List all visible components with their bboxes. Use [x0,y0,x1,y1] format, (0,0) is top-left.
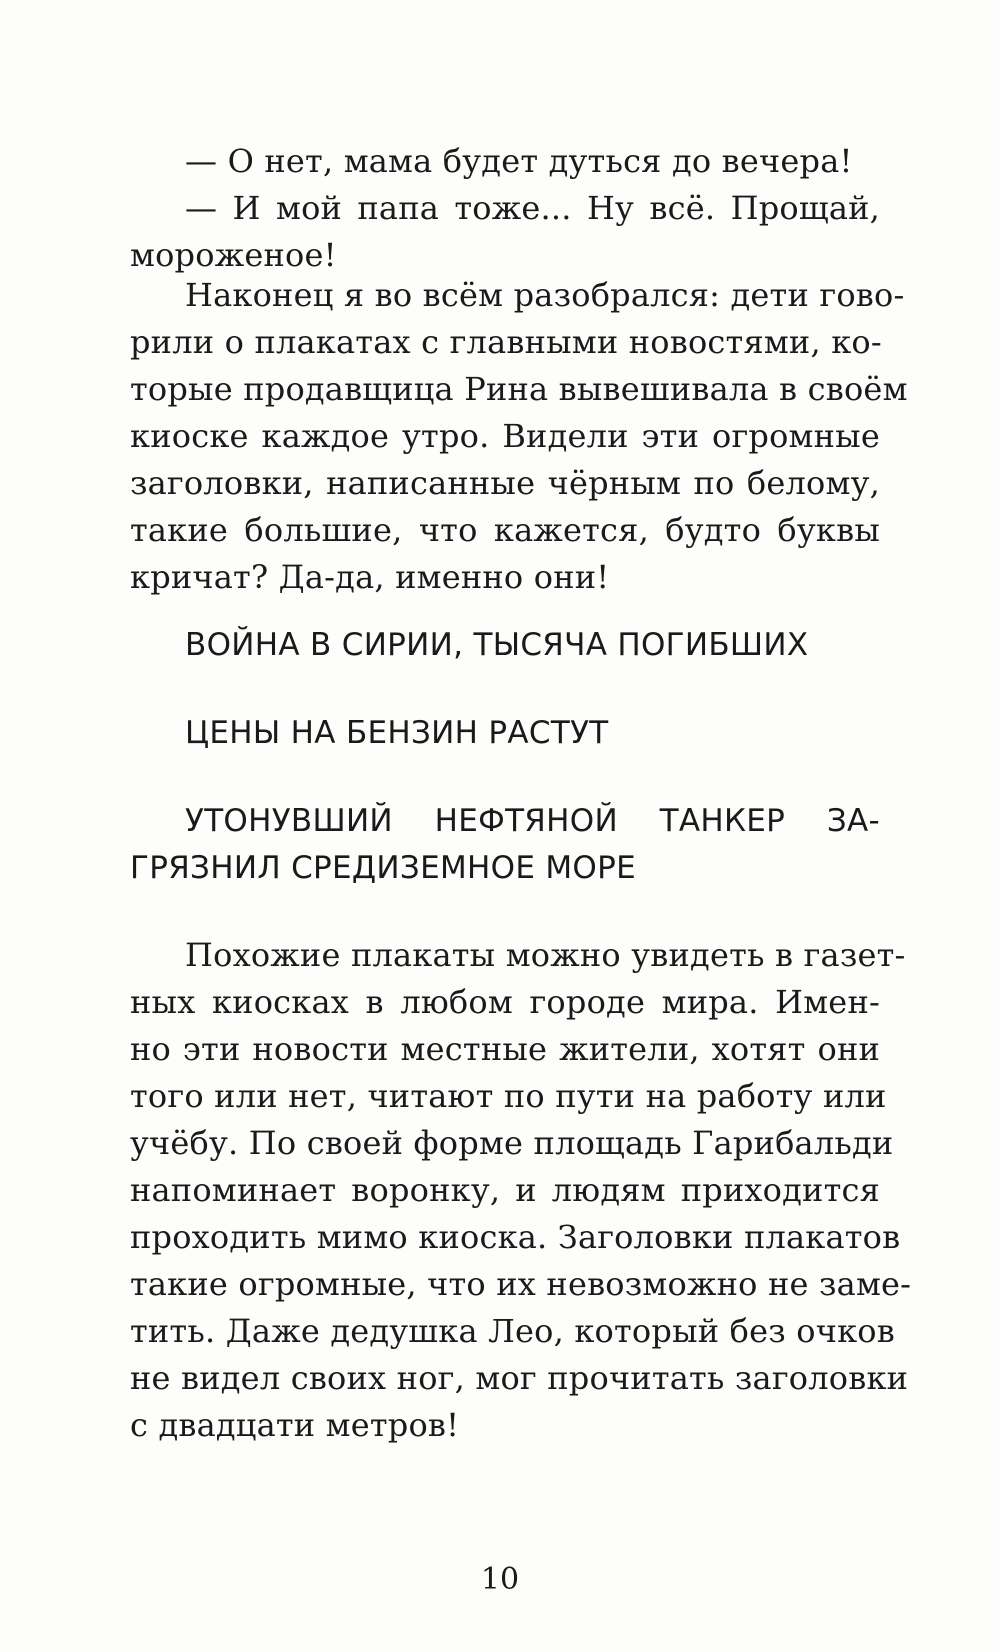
paragraph-line: заголовки, написанные чёрным по белому, [130,464,880,502]
headline-2: ЦЕНЫ НА БЕНЗИН РАСТУТ [185,715,609,751]
paragraph-line: того или нет, читают по пути на работу или [130,1077,887,1115]
paragraph-line: учёбу. По своей форме площадь Гарибальди [130,1124,894,1162]
headline-2-block [130,710,880,757]
page-number: 10 [480,1562,520,1597]
paragraph-line: но эти новости местные жители, хотят они [130,1030,880,1068]
headline-3-line-1: УТОНУВШИЙ НЕФТЯНОЙ ТАНКЕР ЗА- [185,803,880,839]
paragraph-line: рили о плакатах с главными новостями, ко- [130,323,882,361]
dialogue-line-1: — О нет, мама будет дуться до вечера! [185,142,853,180]
headline-1: ВОЙНА В СИРИИ, ТЫСЯЧА ПОГИБШИХ [185,627,809,663]
paragraph-line: не видел своих ног, мог прочитать заголовки [130,1359,909,1397]
paragraph-line: такие огромные, что их невозможно не заме- [130,1265,912,1303]
paragraph-line: Похожие плакаты можно увидеть в газет- [185,936,906,974]
paragraph-line: тить. Даже дедушка Лео, который без очков [130,1312,895,1350]
paragraph-2 [130,932,912,1449]
paragraph-line: проходить мимо киоска. Заголовки плакатов [130,1218,901,1256]
paragraph-line: киоске каждое утро. Видели эти огромные [130,417,880,455]
dialogue-block [130,138,880,279]
paragraph-line: кричат? Да-да, именно они! [130,558,610,596]
paragraph-line: торые продавщица Рина вывешивала в своём [130,370,908,408]
dialogue-line-2-continued: мороженое! [130,236,337,274]
paragraph-line: Наконец я во всём разобрался: дети гово- [185,276,905,314]
paragraph-line: ных киосках в любом городе мира. Имен- [130,983,880,1021]
headline-3-line-2: ГРЯЗНИЛ СРЕДИЗЕМНОЕ МОРЕ [130,850,636,886]
paragraph-line: такие большие, что кажется, будто буквы [130,511,880,549]
paragraph-1 [130,272,908,601]
paragraph-line: напоминает воронку, и людям приходится [130,1171,880,1209]
headline-3-block [130,798,880,892]
headline-1-block [130,622,880,669]
paragraph-line: с двадцати метров! [130,1406,460,1444]
dialogue-line-2: — И мой папа тоже... Ну всё. Прощай, [185,189,880,227]
